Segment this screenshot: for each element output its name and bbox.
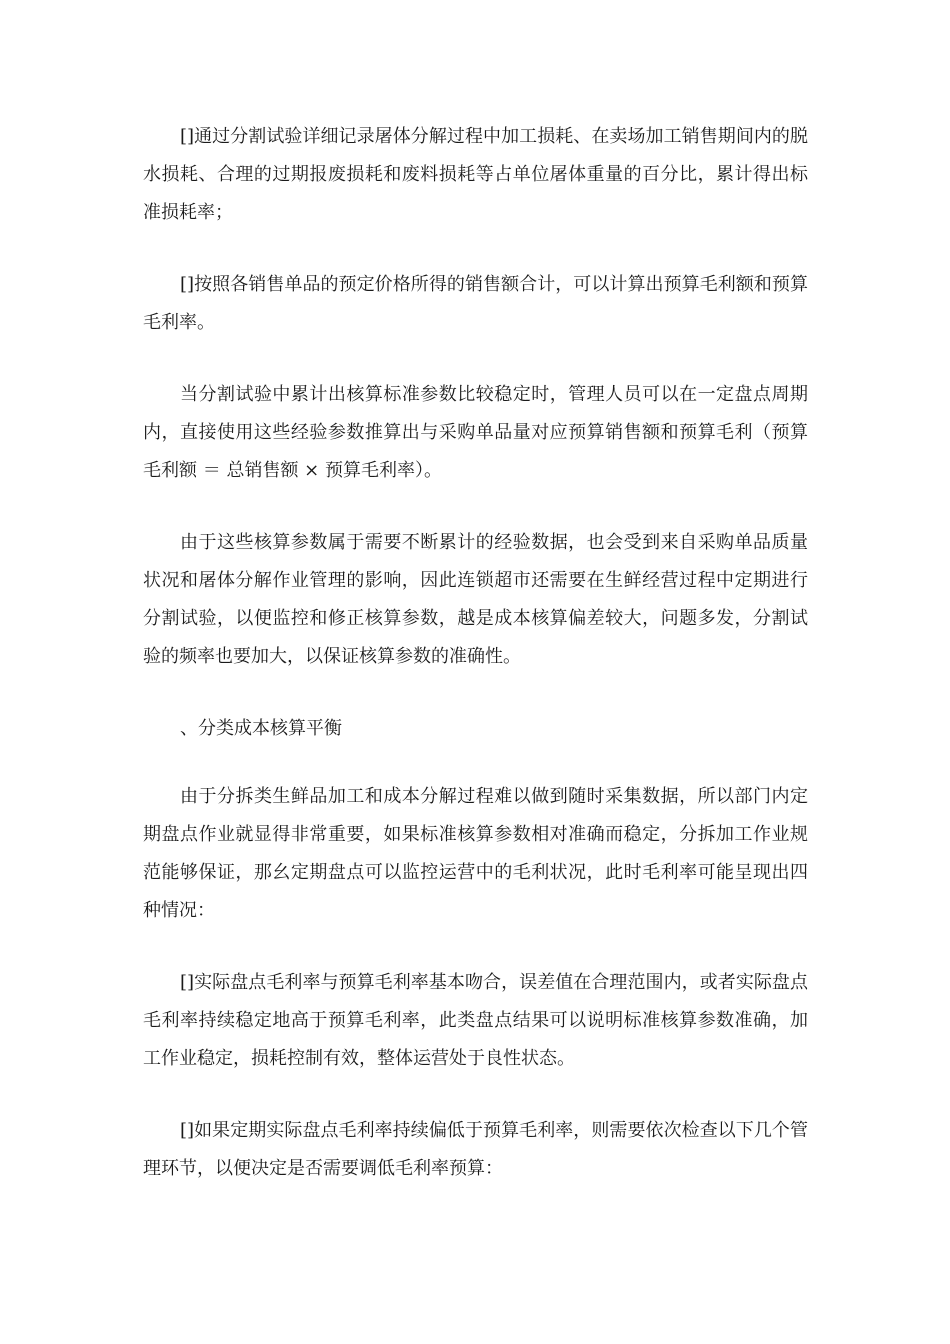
document-body	[143, 118, 808, 1222]
paragraph-case-below: []如果定期实际盘点毛利率持续偏低于预算毛利率，则需要依次检查以下几个管理环节，以便决定是否需要调低毛利率预算：	[143, 1120, 808, 1179]
paragraph-case-match: []实际盘点毛利率与预算毛利率基本吻合，误差值在合理范围内，或者实际盘点毛利率持续稳定地高于预算毛利率，此类盘点结果可以说明标准核算参数准确，加工作业稳定，损耗控制有效，整体运营处于良性状态。	[143, 972, 808, 1069]
paragraph-periodic-testing: 由于这些核算参数属于需要不断累计的经验数据，也会受到来自采购单品质量状况和屠体分解作业管理的影响，因此连锁超市还需要在生鲜经营过程中定期进行分割试验，以便监控和修正核算参数，越是成本核算偏差较大，问题多发，分割试验的频率也要加大，以保证核算参数的准确性。	[143, 532, 808, 667]
paragraph-standard-loss-rate: []通过分割试验详细记录屠体分解过程中加工损耗、在卖场加工销售期间内的脱水损耗、合理的过期报废损耗和废料损耗等占单位屠体重量的百分比，累计得出标准损耗率；	[143, 126, 808, 223]
section-heading-cost-balance: 、分类成本核算平衡	[180, 718, 342, 739]
paragraph-budget-gross-profit: []按照各销售单品的预定价格所得的销售额合计，可以计算出预算毛利额和预算毛利率。	[143, 274, 808, 333]
paragraph-periodic-inventory: 由于分拆类生鲜品加工和成本分解过程难以做到随时采集数据，所以部门内定期盘点作业就显得非常重要，如果标准核算参数相对准确而稳定，分拆加工作业规范能够保证，那幺定期盘点可以监控运营中的毛利状况，此时毛利率可能呈现出四种情况：	[143, 786, 808, 921]
paragraph-stable-parameters: 当分割试验中累计出核算标准参数比较稳定时，管理人员可以在一定盘点周期内，直接使用这些经验参数推算出与采购单品量对应预算销售额和预算毛利（预算毛利额 ＝ 总销售额 × 预算毛利率）。	[143, 384, 808, 481]
